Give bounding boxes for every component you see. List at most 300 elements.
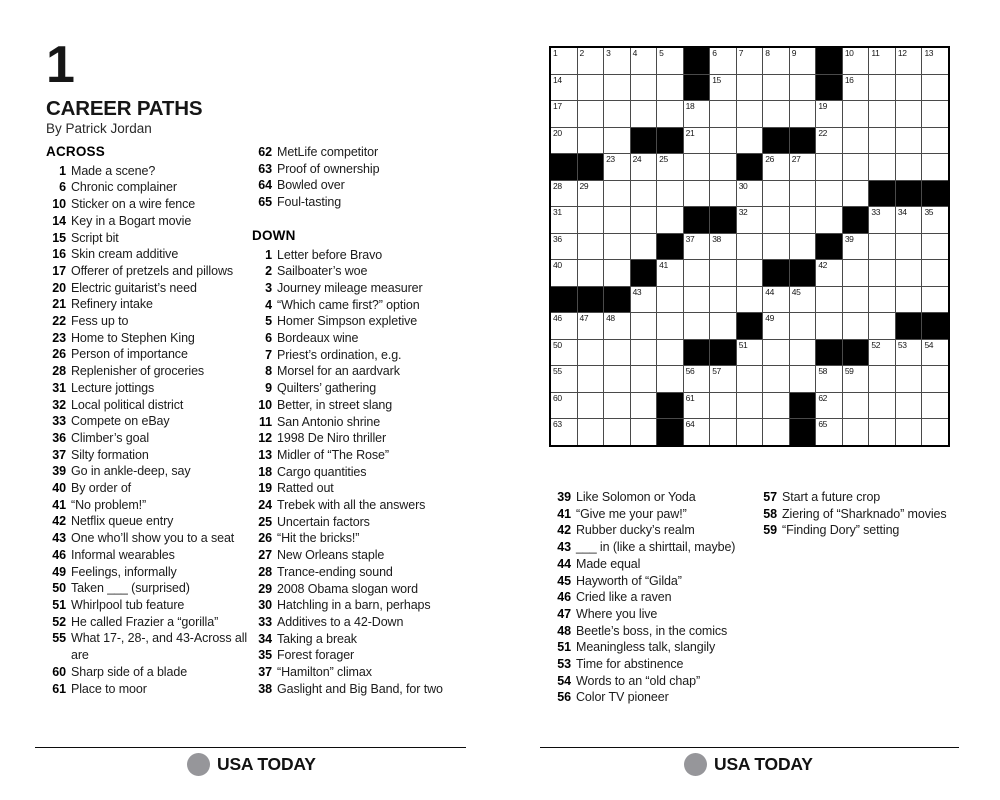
cell-number: 36 xyxy=(553,233,562,244)
cell-number: 7 xyxy=(738,48,744,58)
clue-item xyxy=(551,606,765,623)
down-clue-list-continued-2 xyxy=(757,489,957,539)
clue-text: Trance-ending sound xyxy=(277,564,393,579)
grid-cell xyxy=(551,260,577,286)
cell-number: 22 xyxy=(818,127,827,138)
grid-cell xyxy=(551,181,577,207)
clue-number: 9 xyxy=(265,381,272,396)
clue-text: Midler of “The Rose” xyxy=(277,447,389,462)
grid-cell xyxy=(790,234,816,260)
clue-item xyxy=(252,681,470,698)
usatoday-dot-icon xyxy=(187,753,210,776)
grid-cell xyxy=(790,181,816,207)
clue-item xyxy=(757,489,957,506)
clue-number: 37 xyxy=(52,447,66,462)
clue-item xyxy=(252,263,470,280)
clue-item xyxy=(252,397,470,414)
grid-cell xyxy=(631,181,657,207)
grid-cell xyxy=(869,260,895,286)
grid-cell xyxy=(869,48,895,74)
clue-text: By order of xyxy=(71,481,132,496)
grid-cell-black xyxy=(631,260,657,286)
clue-number: 43 xyxy=(557,540,571,555)
grid-cell xyxy=(843,313,869,339)
grid-cell xyxy=(631,313,657,339)
grid-cell xyxy=(684,101,710,127)
cell-number: 37 xyxy=(685,233,695,244)
clue-text: Person of importance xyxy=(71,347,188,362)
grid-cell-black xyxy=(684,75,710,101)
cell-number: 25 xyxy=(659,154,668,165)
grid-cell xyxy=(737,48,763,74)
clue-item xyxy=(46,179,258,196)
grid-cell xyxy=(657,101,683,127)
clue-text: Trebek with all the answers xyxy=(277,498,426,513)
clue-item xyxy=(46,346,258,363)
grid-cell-black xyxy=(922,313,948,339)
grid-cell xyxy=(763,313,789,339)
cell-number: 19 xyxy=(818,101,827,112)
clue-item xyxy=(551,623,765,640)
grid-cell-black xyxy=(684,207,710,233)
clue-number: 23 xyxy=(52,330,66,345)
grid-cell xyxy=(551,75,577,101)
clue-text: Words to an “old chap” xyxy=(576,673,701,688)
grid-cell xyxy=(896,101,922,127)
grid-cell xyxy=(604,181,630,207)
clue-number: 56 xyxy=(557,690,571,705)
cell-number: 16 xyxy=(844,74,854,85)
clue-item xyxy=(46,547,258,564)
clue-text: What 17-, 28-, and 43-Across all are xyxy=(71,631,248,663)
grid-cell-black xyxy=(843,207,869,233)
clue-item xyxy=(252,614,470,631)
grid-cell-black xyxy=(604,287,630,313)
grid-cell xyxy=(631,366,657,392)
clue-number: 38 xyxy=(258,681,272,696)
clue-item xyxy=(551,639,765,656)
clue-text: Ratted out xyxy=(277,481,334,496)
grid-cell xyxy=(816,419,842,445)
clue-number: 13 xyxy=(258,447,272,462)
grid-cell xyxy=(763,154,789,180)
clue-text: Rubber ducky’s realm xyxy=(576,523,695,538)
grid-cell xyxy=(922,101,948,127)
cell-number: 59 xyxy=(844,366,854,377)
clue-number: 10 xyxy=(258,397,272,412)
clue-item xyxy=(757,522,957,539)
clue-number: 2 xyxy=(265,264,272,279)
clue-item xyxy=(551,556,765,573)
clue-item xyxy=(46,313,258,330)
grid-cell xyxy=(843,260,869,286)
clue-text: Silty formation xyxy=(71,447,149,462)
clue-number: 54 xyxy=(557,673,571,688)
clue-number: 14 xyxy=(52,213,66,228)
grid-cell xyxy=(843,366,869,392)
grid-cell xyxy=(604,128,630,154)
clue-text: Homer Simpson expletive xyxy=(277,314,418,329)
grid-cell xyxy=(710,313,736,339)
grid-cell xyxy=(896,340,922,366)
cell-number: 41 xyxy=(659,260,668,271)
clue-item xyxy=(551,539,765,556)
clue-item xyxy=(46,413,258,430)
cell-number: 4 xyxy=(632,48,637,58)
clue-text: Chronic complainer xyxy=(71,180,177,195)
clue-number: 22 xyxy=(52,314,66,329)
cell-number: 15 xyxy=(712,74,721,85)
grid-cell xyxy=(684,419,710,445)
clue-text: Journey mileage measurer xyxy=(277,280,423,295)
grid-cell-black xyxy=(657,393,683,419)
clue-item xyxy=(252,497,470,514)
grid-cell xyxy=(657,207,683,233)
clue-text: Replenisher of groceries xyxy=(71,364,205,379)
cell-number: 45 xyxy=(791,286,801,297)
clue-text: Place to moor xyxy=(71,681,147,696)
clue-number: 55 xyxy=(52,631,66,646)
grid-cell xyxy=(737,419,763,445)
clue-item xyxy=(551,573,765,590)
grid-cell-black xyxy=(737,313,763,339)
clue-item xyxy=(252,347,470,364)
grid-cell xyxy=(551,48,577,74)
grid-cell xyxy=(816,393,842,419)
clue-text: Whirlpool tub feature xyxy=(71,597,185,612)
clue-text: Priest’s ordination, e.g. xyxy=(277,347,402,362)
grid-cell xyxy=(816,101,842,127)
clue-number: 41 xyxy=(557,506,571,521)
clue-number: 60 xyxy=(52,664,66,679)
grid-cell-black xyxy=(684,48,710,74)
grid-cell xyxy=(710,234,736,260)
clue-text: Cried like a raven xyxy=(576,590,672,605)
grid-cell xyxy=(869,287,895,313)
clue-number: 33 xyxy=(258,614,272,629)
clue-text: “Finding Dory” setting xyxy=(782,523,900,538)
grid-cell-black xyxy=(763,128,789,154)
clue-item xyxy=(252,480,470,497)
clue-text: Ziering of “Sharknado” movies xyxy=(782,506,947,521)
cell-number: 42 xyxy=(818,260,827,271)
grid-cell xyxy=(578,48,604,74)
across-heading: ACROSS xyxy=(46,144,105,159)
cell-number: 9 xyxy=(791,48,797,58)
clue-text: Script bit xyxy=(71,230,119,245)
grid-cell xyxy=(737,101,763,127)
cell-number: 30 xyxy=(738,180,748,191)
cell-number: 63 xyxy=(553,419,562,430)
grid-cell xyxy=(657,287,683,313)
clue-item xyxy=(46,397,258,414)
clue-number: 39 xyxy=(557,490,571,504)
grid-cell xyxy=(763,287,789,313)
clue-number: 17 xyxy=(52,263,66,278)
grid-cell-black xyxy=(657,234,683,260)
grid-cell xyxy=(551,101,577,127)
cell-number: 6 xyxy=(712,48,717,58)
grid-cell xyxy=(684,313,710,339)
clue-text: Cargo quantities xyxy=(277,464,367,479)
grid-cell xyxy=(631,207,657,233)
clue-text: Made equal xyxy=(576,556,641,571)
grid-cell xyxy=(578,207,604,233)
clue-number: 46 xyxy=(52,547,66,562)
clue-item xyxy=(252,647,470,664)
grid-cell xyxy=(684,181,710,207)
clue-text: New Orleans staple xyxy=(277,548,385,563)
cell-number: 28 xyxy=(553,180,562,191)
clue-item xyxy=(252,313,470,330)
clue-text: Informal wearables xyxy=(71,547,175,562)
grid-cell xyxy=(843,393,869,419)
clue-number: 36 xyxy=(52,430,66,445)
clue-item xyxy=(757,506,957,523)
cell-number: 61 xyxy=(685,392,695,403)
grid-cell xyxy=(763,207,789,233)
grid-cell xyxy=(790,340,816,366)
clue-number: 37 xyxy=(258,665,272,680)
clue-text: Local political district xyxy=(71,397,184,412)
across-clue-list xyxy=(46,163,258,698)
clue-text: Proof of ownership xyxy=(277,161,380,176)
down-heading: DOWN xyxy=(252,227,296,243)
grid-cell xyxy=(657,48,683,74)
clue-number: 39 xyxy=(52,464,66,479)
clue-text: Sailboater’s woe xyxy=(277,264,368,279)
cell-number: 57 xyxy=(712,366,721,377)
clue-text: Bordeaux wine xyxy=(277,331,359,346)
grid-cell xyxy=(604,207,630,233)
grid-cell xyxy=(922,393,948,419)
grid-cell xyxy=(896,287,922,313)
clue-number: 3 xyxy=(265,280,272,295)
clue-number: 12 xyxy=(258,431,272,446)
clue-item xyxy=(46,664,258,681)
grid-cell xyxy=(896,260,922,286)
clue-text: “Give me your paw!” xyxy=(576,506,687,521)
grid-cell xyxy=(710,48,736,74)
cell-number: 46 xyxy=(553,313,562,324)
grid-cell-black xyxy=(790,393,816,419)
clue-text: Go in ankle-deep, say xyxy=(71,464,191,479)
grid-cell xyxy=(896,75,922,101)
clue-text: Morsel for an aardvark xyxy=(277,364,400,379)
clue-item xyxy=(46,430,258,447)
clue-item xyxy=(46,630,258,663)
grid-cell xyxy=(843,181,869,207)
clue-item xyxy=(252,430,470,447)
clue-text: Like Solomon or Yoda xyxy=(576,490,696,504)
clue-item xyxy=(252,177,470,194)
clue-item xyxy=(551,656,765,673)
clue-number: 8 xyxy=(265,364,272,379)
clue-item xyxy=(46,681,258,698)
clue-item xyxy=(252,530,470,547)
grid-cell xyxy=(657,181,683,207)
clue-number: 5 xyxy=(265,314,272,329)
clue-text: “Which came first?” option xyxy=(277,297,420,312)
grid-cell xyxy=(604,313,630,339)
grid-cell-black xyxy=(816,75,842,101)
grid-cell xyxy=(869,154,895,180)
clue-number: 65 xyxy=(258,195,272,210)
clue-text: Bowled over xyxy=(277,178,345,193)
clue-number: 28 xyxy=(258,564,272,579)
cell-number: 31 xyxy=(553,207,562,218)
grid-cell xyxy=(790,75,816,101)
grid-cell xyxy=(578,340,604,366)
grid-cell-black xyxy=(790,419,816,445)
clue-item xyxy=(46,380,258,397)
grid-cell xyxy=(710,260,736,286)
clue-text: San Antonio shrine xyxy=(277,414,381,429)
grid-cell-black xyxy=(578,287,604,313)
cell-number: 38 xyxy=(712,233,721,244)
grid-cell xyxy=(737,287,763,313)
grid-cell xyxy=(551,313,577,339)
clue-number: 51 xyxy=(52,597,66,612)
grid-cell xyxy=(763,366,789,392)
clue-item xyxy=(551,506,765,523)
cell-number: 17 xyxy=(553,101,562,112)
clue-text: One who’ll show you to a seat xyxy=(71,531,235,546)
clue-number: 42 xyxy=(52,514,66,529)
cell-number: 5 xyxy=(659,48,664,58)
grid-cell-black xyxy=(816,48,842,74)
clue-number: 26 xyxy=(258,531,272,546)
cell-number: 40 xyxy=(553,260,562,271)
clue-item xyxy=(46,363,258,380)
grid-cell xyxy=(763,101,789,127)
clue-item xyxy=(551,673,765,690)
cell-number: 51 xyxy=(738,339,748,350)
grid-cell xyxy=(657,260,683,286)
clue-number: 62 xyxy=(258,145,272,159)
grid-cell xyxy=(869,128,895,154)
cell-number: 48 xyxy=(606,313,615,324)
grid-cell xyxy=(922,340,948,366)
grid-cell-black xyxy=(869,181,895,207)
clue-number: 57 xyxy=(763,490,777,504)
clue-item xyxy=(252,547,470,564)
clue-number: 1 xyxy=(265,247,272,262)
clue-number: 19 xyxy=(258,481,272,496)
cell-number: 34 xyxy=(897,207,907,218)
cell-number: 49 xyxy=(765,313,774,324)
grid-cell xyxy=(896,207,922,233)
cell-number: 32 xyxy=(738,207,748,218)
clue-number: 24 xyxy=(258,498,272,513)
grid-cell xyxy=(551,128,577,154)
grid-cell xyxy=(790,207,816,233)
clue-number: 11 xyxy=(258,414,272,429)
clue-item xyxy=(252,280,470,297)
grid-cell-black xyxy=(737,154,763,180)
clue-text: Foul-tasting xyxy=(277,195,342,210)
grid-cell xyxy=(763,340,789,366)
down-clue-list xyxy=(252,247,470,698)
grid-cell xyxy=(843,75,869,101)
grid-cell xyxy=(763,393,789,419)
cell-number: 23 xyxy=(606,154,615,165)
grid-cell xyxy=(922,366,948,392)
clue-number: 63 xyxy=(258,161,272,176)
clue-text: 1998 De Niro thriller xyxy=(277,431,387,446)
grid-cell-black xyxy=(790,260,816,286)
grid-cell xyxy=(631,340,657,366)
grid-cell xyxy=(922,287,948,313)
clue-text: Taken ___ (surprised) xyxy=(71,581,190,596)
cell-number: 11 xyxy=(871,48,880,58)
grid-cell-black xyxy=(896,181,922,207)
grid-cell xyxy=(578,101,604,127)
cell-number: 52 xyxy=(871,339,881,350)
grid-cell xyxy=(631,48,657,74)
grid-cell xyxy=(578,313,604,339)
clue-text: He called Frazier a “gorilla” xyxy=(71,614,219,629)
grid-cell-black xyxy=(710,207,736,233)
clue-text: Made a scene? xyxy=(71,163,156,178)
grid-cell xyxy=(604,234,630,260)
grid-cell xyxy=(869,207,895,233)
clue-number: 43 xyxy=(52,531,66,546)
grid-cell xyxy=(737,75,763,101)
grid-cell xyxy=(896,419,922,445)
clue-number: 53 xyxy=(557,657,571,672)
clue-item xyxy=(252,514,470,531)
clue-number: 34 xyxy=(258,631,272,646)
grid-cell xyxy=(922,154,948,180)
grid-cell xyxy=(684,234,710,260)
clue-text: Time for abstinence xyxy=(576,657,684,672)
clue-number: 10 xyxy=(52,197,66,212)
clue-number: 25 xyxy=(258,514,272,529)
clue-item xyxy=(252,380,470,397)
clue-text: Forest forager xyxy=(277,648,355,663)
grid-cell xyxy=(604,393,630,419)
grid-cell xyxy=(604,154,630,180)
clue-number: 29 xyxy=(258,581,272,596)
grid-cell xyxy=(710,287,736,313)
clue-text: Electric guitarist’s need xyxy=(71,280,197,295)
clue-item xyxy=(46,480,258,497)
clue-number: 4 xyxy=(265,297,272,312)
grid-cell xyxy=(763,419,789,445)
grid-cell xyxy=(710,181,736,207)
clue-number: 31 xyxy=(52,380,66,395)
clue-number: 30 xyxy=(258,598,272,613)
cell-number: 24 xyxy=(632,154,642,165)
clue-number: 1 xyxy=(59,163,66,178)
grid-cell xyxy=(896,128,922,154)
clue-number: 27 xyxy=(258,548,272,563)
grid-cell xyxy=(710,128,736,154)
cell-number: 10 xyxy=(844,48,854,58)
clue-item xyxy=(46,597,258,614)
clue-text: Uncertain factors xyxy=(277,514,370,529)
cell-number: 47 xyxy=(579,313,589,324)
cell-number: 14 xyxy=(553,74,562,85)
clue-item xyxy=(46,330,258,347)
grid-cell xyxy=(816,181,842,207)
clue-text: Key in a Bogart movie xyxy=(71,213,192,228)
grid-cell xyxy=(896,234,922,260)
grid-cell-black xyxy=(631,128,657,154)
clue-item xyxy=(46,196,258,213)
grid-cell xyxy=(869,419,895,445)
